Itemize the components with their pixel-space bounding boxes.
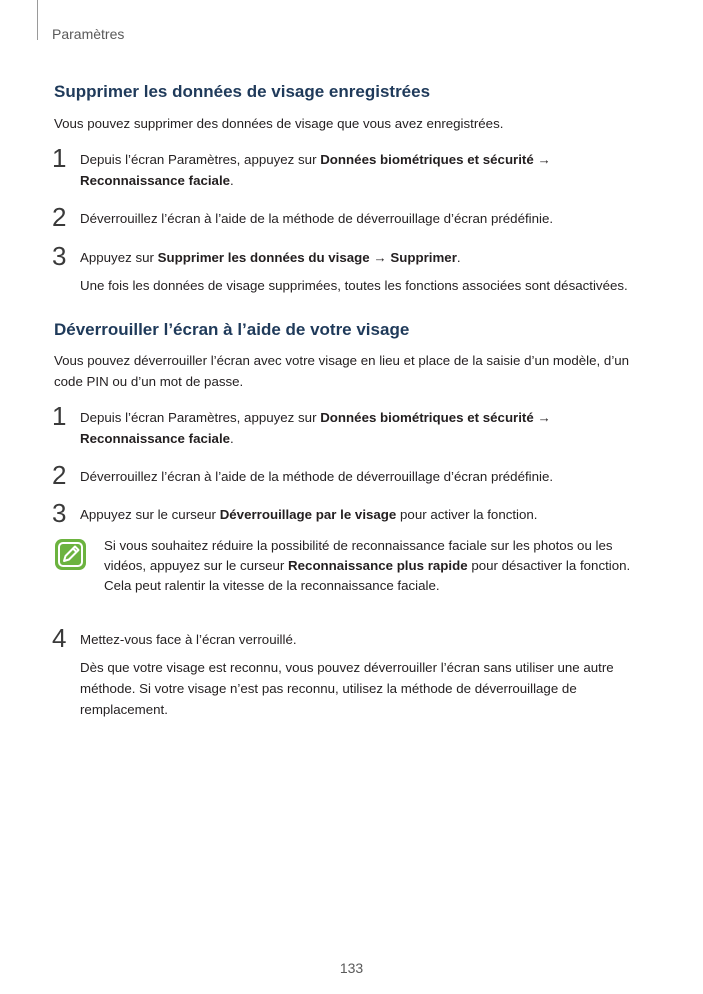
step-description: Dès que votre visage est reconnu, vous pouvez déverrouiller l’écran sans utiliser une autre méthode. Si votre visage n’est pas reconnu, utilisez la méthode de déverrouillage de remplacement. <box>80 660 614 717</box>
section2-step-4 <box>52 623 654 720</box>
step-number: 3 <box>52 241 67 271</box>
note-text-end: pour désactiver la fonction. Cela peut ralentir la vitesse de la reconnaissance faciale. <box>104 558 631 593</box>
section1-heading: Supprimer les données de visage enregistrées <box>54 82 431 101</box>
step-number: 2 <box>52 202 67 232</box>
step-text: Déverrouillez l’écran à l’aide de la méthode de déverrouillage d’écran prédéfinie. <box>80 469 554 484</box>
menu-path-biometrics: Données biométriques et sécurité <box>320 152 534 167</box>
note-pencil-icon <box>54 538 87 571</box>
step-text: Appuyez sur <box>80 250 158 265</box>
step-number: 4 <box>52 623 67 653</box>
section1-step-1 <box>52 143 654 191</box>
section2-step-3 <box>52 498 654 528</box>
step-text-end: . <box>456 250 461 265</box>
step-text: Depuis l’écran Paramètres, appuyez sur <box>80 410 321 425</box>
page-content <box>54 80 654 720</box>
step-number: 1 <box>52 401 67 431</box>
menu-path-delete: Supprimer <box>390 250 457 265</box>
section1-step-3 <box>52 241 654 296</box>
step-description: Une fois les données de visage supprimées, toutes les fonctions associées sont désactivées. <box>80 278 628 293</box>
menu-path-faster-recognition: Reconnaissance plus rapide <box>288 558 468 573</box>
section1-intro: Vous pouvez supprimer des données de visage que vous avez enregistrées. <box>54 116 504 131</box>
section2-intro: Vous pouvez déverrouiller l’écran avec votre visage en lieu et place de la saisie d’un modèle, d’un code PIN ou d’un mot de passe. <box>54 353 630 389</box>
arrow: → <box>369 250 391 265</box>
menu-path-face-recognition: Reconnaissance faciale <box>80 431 231 446</box>
step-text: Appuyez sur le curseur <box>80 507 220 522</box>
page-number: 133 <box>339 960 364 976</box>
step-text: Déverrouillez l’écran à l’aide de la méthode de déverrouillage d’écran prédéfinie. <box>80 211 554 226</box>
step-number: 1 <box>52 143 67 173</box>
menu-path-face-recognition: Reconnaissance faciale <box>80 173 231 188</box>
step-text-end: . <box>230 173 234 188</box>
section2-step-1 <box>52 401 654 449</box>
arrow: → <box>533 410 551 425</box>
menu-path-delete-face-data: Supprimer les données du visage <box>157 250 370 265</box>
step-number: 3 <box>52 498 67 528</box>
menu-path-biometrics: Données biométriques et sécurité <box>320 410 534 425</box>
step-text: Mettez-vous face à l’écran verrouillé. <box>80 632 297 647</box>
arrow: → <box>533 152 551 167</box>
step-text: Depuis l’écran Paramètres, appuyez sur <box>80 152 321 167</box>
step-text-end: pour activer la fonction. <box>396 507 538 522</box>
header-rule <box>37 0 38 40</box>
step-text-end: . <box>230 431 234 446</box>
section1-step-2 <box>52 202 654 232</box>
section2-heading: Déverrouiller l’écran à l’aide de votre visage <box>54 320 410 339</box>
header-title: Paramètres <box>52 26 125 42</box>
section2-step-2 <box>52 460 654 490</box>
menu-path-face-unlock: Déverrouillage par le visage <box>219 507 397 522</box>
step-number: 2 <box>52 460 67 490</box>
note-box <box>54 536 654 596</box>
note-text: Si vous souhaitez réduire la possibilité de reconnaissance faciale sur les photos ou les vidéos, appuyez sur le curseur <box>104 538 613 573</box>
